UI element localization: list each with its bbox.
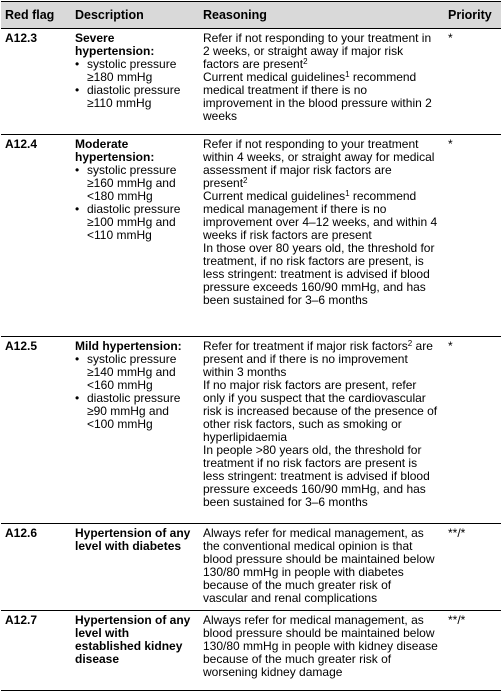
reasoning-paragraph: Always refer for medical management, as blood pressure should be maintained below 130/80 mmHg in people with kidney disease because of the much greater risk of worsening kidney damage <box>203 613 438 679</box>
red-flag-code: A12.5 <box>5 339 38 353</box>
bullet-item: • diastolic pressure ≥90 mmHg and <100 mmHg <box>75 392 193 431</box>
reasoning-text: Current medical guidelines <box>203 70 346 84</box>
description <box>71 337 197 523</box>
reasoning-text: Current medical guidelines <box>203 189 346 203</box>
red-flag-code: A12.7 <box>5 613 38 627</box>
priority: * <box>448 31 453 45</box>
bullet-item: • systolic pressure ≥160 mmHg and <180 mmHg <box>75 164 193 203</box>
table-row <box>1 610 501 690</box>
reasoning-text: recommend medical treatment if there is no improvement in the blood pressure within 2 weeks <box>203 70 432 123</box>
table-row <box>1 523 501 610</box>
priority: * <box>448 137 453 151</box>
reasoning-paragraph <box>203 138 438 190</box>
header-red-flag: Red flag <box>5 7 55 22</box>
reasoning-text: recommend medical management if there is no improvement over 4–12 weeks, and within 4 weeks if risk factors are present <box>203 189 438 242</box>
table-row <box>1 28 501 134</box>
bullet-item: • diastolic pressure ≥110 mmHg <box>75 84 193 110</box>
description-bullets <box>75 58 193 110</box>
reasoning-paragraph: If no major risk factors are present, refer only if you suspect that the cardiovascular risk is increased because of the presence of other risk factors, such as smoking or hyperlipidaemia <box>203 378 438 444</box>
header-priority: Priority <box>448 7 492 22</box>
description-title: Mild hypertension: <box>75 339 182 353</box>
table-row <box>1 134 501 336</box>
reasoning <box>197 135 442 336</box>
priority: * <box>448 339 453 353</box>
reasoning-paragraph <box>203 32 438 71</box>
red-flag-code: A12.4 <box>5 137 38 151</box>
reasoning-text: Refer if not responding to your treatment in 2 weeks, or straight away if major risk factors are present <box>203 31 432 71</box>
footnote-ref: 2 <box>407 339 413 348</box>
header-reasoning: Reasoning <box>203 7 267 22</box>
bullet-item: • systolic pressure ≥180 mmHg <box>75 58 193 84</box>
reasoning-paragraph <box>203 340 438 379</box>
reasoning <box>197 337 442 523</box>
description <box>71 29 197 134</box>
table-header <box>1 2 501 28</box>
footnote-ref: 2 <box>243 176 248 185</box>
red-flag-table <box>1 1 501 691</box>
table-row <box>1 336 501 523</box>
footnote-ref: 2 <box>303 57 308 66</box>
description-title: Moderate hypertension: <box>75 137 155 164</box>
description-title: Hypertension of any level with diabetes <box>75 526 191 553</box>
priority: **/* <box>448 526 466 540</box>
reasoning-text: are present and if there is no improvement within 3 months <box>203 339 433 379</box>
reasoning-text: Refer if not responding to your treatment within 4 weeks, or straight away for medical assessment if major risk factors are present <box>203 137 435 190</box>
description-bullets <box>75 353 193 431</box>
bullet-item: • systolic pressure ≥140 mmHg and <160 mmHg <box>75 353 193 392</box>
description <box>71 135 197 336</box>
reasoning <box>197 611 442 690</box>
description-title: Hypertension of any level with established kidney disease <box>75 613 191 666</box>
description <box>71 524 197 610</box>
red-flag-code: A12.3 <box>5 31 38 45</box>
reasoning-text: Refer for treatment if major risk factors <box>203 339 408 353</box>
bullet-item: • diastolic pressure ≥100 mmHg and <110 mmHg <box>75 203 193 242</box>
reasoning-paragraph <box>203 71 438 123</box>
reasoning-paragraph <box>203 190 438 242</box>
description-bullets <box>75 164 193 242</box>
reasoning-paragraph: In people >80 years old, the threshold for treatment if no risk factors are present is less stringent: treatment is advised if blood pressure exceeds 160/90 mmHg, and has been sustained for 3–6 months <box>203 443 430 509</box>
reasoning <box>197 29 442 134</box>
header-description: Description <box>75 7 144 22</box>
footnote-ref: 1 <box>345 70 350 79</box>
description <box>71 611 197 690</box>
reasoning <box>197 524 442 610</box>
description-title: Severe hypertension: <box>75 31 155 58</box>
reasoning-paragraph: Always refer for medical management, as the conventional medical opinion is that blood pressure should be maintained below 130/80 mmHg in people with diabetes because of the much greater risk of vascular and renal complications <box>203 526 435 605</box>
footnote-ref: 1 <box>345 189 350 198</box>
reasoning-paragraph: In those over 80 years old, the threshold for treatment, if no risk factors are present, is less stringent: treatment is advised if blood pressure exceeds 160/90 mmHg, and has been sustained for 3–6 months <box>203 241 435 307</box>
red-flag-code: A12.6 <box>5 526 38 540</box>
priority: **/* <box>448 613 466 627</box>
